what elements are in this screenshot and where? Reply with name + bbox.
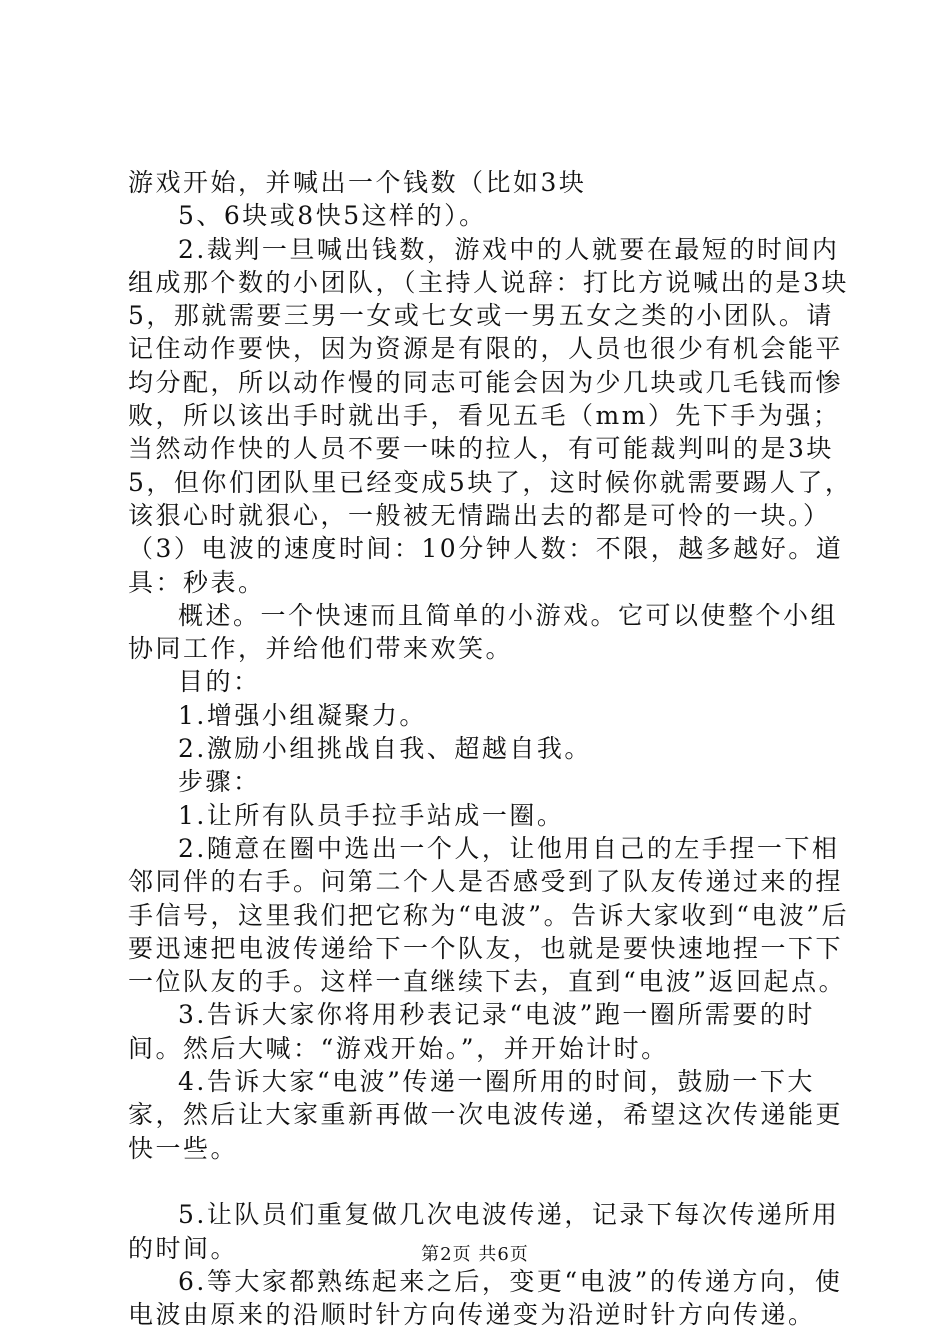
list-item-step-2: 2.随意在圈中选出一个人，让他用自己的左手捏一下相邻同伴的右手。问第二个人是否感受到了队友传递过来的捏手信号，这里我们把它称为“电波”。告诉大家收到“电波”后要迅速把电波传递给下一个队友，也就是要快速地捏一下下一位队友的手。这样一直继续下去，直到“电波”返回起点。 (128, 833, 850, 997)
list-item-step-4: 4.告诉大家“电波”传递一圈所用的时间，鼓励一下大家，然后让大家重新再做一次电波传递，希望这次传递能更快一些。 (128, 1067, 844, 1163)
paragraph-continuation-2: 5、6块或8快5这样的）。 (178, 201, 487, 231)
list-item-step-6: 6.等大家都熟练起来之后，变更“电波”的传递方向，使电波由原来的沿顺时针方向传递变为沿逆时针方向传递。 (128, 1266, 843, 1330)
page-number-footer: 第2页 共6页 (421, 1244, 529, 1265)
heading-steps: 步骤： (178, 767, 261, 797)
list-item-purpose-2: 2.激励小组挑战自我、超越自我。 (178, 734, 592, 764)
list-item-step-5: 5.让队员们重复做几次电波传递，记录下每次传递所用的时间。 (128, 1200, 840, 1263)
heading-purpose: 目的： (178, 667, 261, 697)
body-text (128, 166, 858, 1331)
paragraph-continuation: 游戏开始，并喊出一个钱数（比如3块 (128, 168, 587, 197)
paragraph-overview: 概述。一个快速而且简单的小游戏。它可以使整个小组协同工作，并给他们带来欢笑。 (128, 600, 839, 664)
paragraph-referee-rule: 2.裁判一旦喊出钱数，游戏中的人就要在最短的时间内组成那个数的小团队，（主持人说辞：打比方说喊出的是3块5，那就需要三男一女或七女或一男五女之类的小团队。请记住动作要快，因为资源是有限的，人员也很少有机会能平均分配，所以动作慢的同志可能会因为少几块或几毛钱而惨败，所以该出手时就出手，看见五毛（mm）先下手为强；当然动作快的人员不要一味的拉人，有可能裁判叫的是3块5，但你们团队里已经变成5块了，这时候你就需要踢人了，该狠心时就狠心，一般被无情踹出去的都是可怜的一块。）（3）电波的速度时间：10分钟人数：不限，越多越好。道具：秒表。 (128, 234, 853, 597)
list-item-purpose-1: 1.增强小组凝聚力。 (178, 700, 427, 730)
list-item-step-1: 1.让所有队员手拉手站成一圈。 (178, 800, 565, 830)
blank-line (128, 1165, 858, 1198)
list-item-step-3: 3.告诉大家你将用秒表记录“电波”跑一圈所需要的时间。然后大喊：“游戏开始。”，并开始计时。 (128, 1000, 815, 1063)
